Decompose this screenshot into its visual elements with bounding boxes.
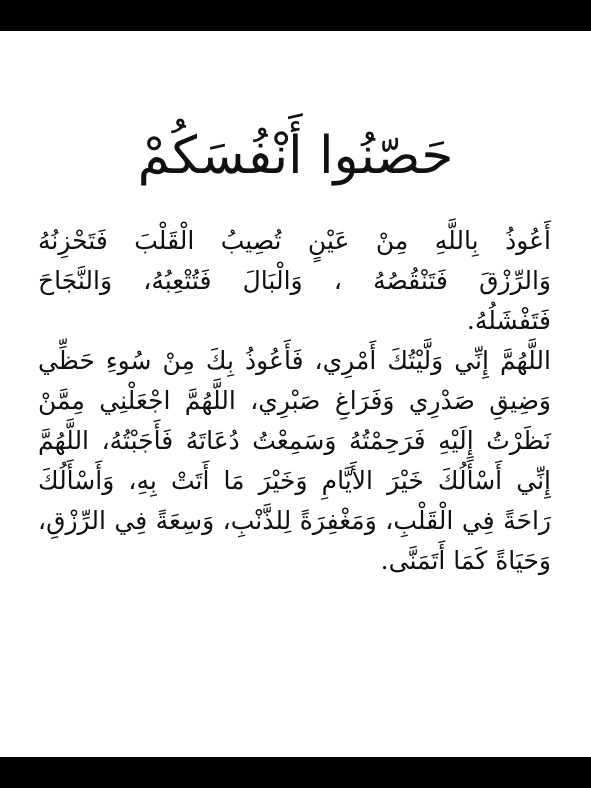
paragraph-2 — [38, 341, 551, 581]
text-line: أَعُوذُ بِاللَّهِ مِنْ عَيْنٍ تُصِيبُ الْقَلْبَ فَتَحْزِنُهُ — [38, 226, 551, 255]
supplication-text — [38, 221, 551, 581]
paragraph-1 — [38, 221, 551, 341]
page-title: حَصّنُوا أَنْفُسَكُمْ — [137, 126, 454, 186]
bottom-letterbox-bar — [0, 757, 591, 788]
text-line: إِنِّي أَسْأَلُكَ خَيْرَ الأَيَّامِ وَخَيْرَ مَا أَتَتْ بِهِ، وَأَسْأَلُكَ — [38, 466, 551, 495]
text-line: نَظَرْتُ إِلَيْهِ فَرَحِمْتُهُ وَسَمِعْتُ دُعَاتَهُ فَأَجَبْتُهُ، اللَّهُمَّ — [38, 426, 551, 455]
text-line: وَضِيقِ صَدْرِي وَفَرَاغِ صَبْرِي، اللَّهُمَّ اجْعَلْنِي مِمَّنْ — [38, 386, 551, 415]
top-letterbox-bar — [0, 0, 591, 31]
text-line: اللَّهُمَّ إِنِّي وَلَّيْتُكَ أَمْرِي، فَأَعُوذُ بِكَ مِنْ سُوءِ حَظِّي — [38, 346, 551, 375]
text-line: رَاحَةً فِي الْقَلْبِ، وَمَغْفِرَةً لِلذَّنْبِ، وَسِعَةً فِي الرِّزْقِ، — [38, 506, 551, 535]
text-line: وَالرِّزْقَ فَتَنْقُصُهُ ، وَالْبَالَ فَتُتْعِبُهُ، وَالنَّجَاحَ — [38, 266, 551, 295]
text-card — [0, 31, 591, 757]
text-line: وَحَيَاةً كَمَا أَتَمَنَّى. — [380, 546, 551, 575]
text-line: فَتَفْشَلُهُ. — [466, 306, 551, 335]
